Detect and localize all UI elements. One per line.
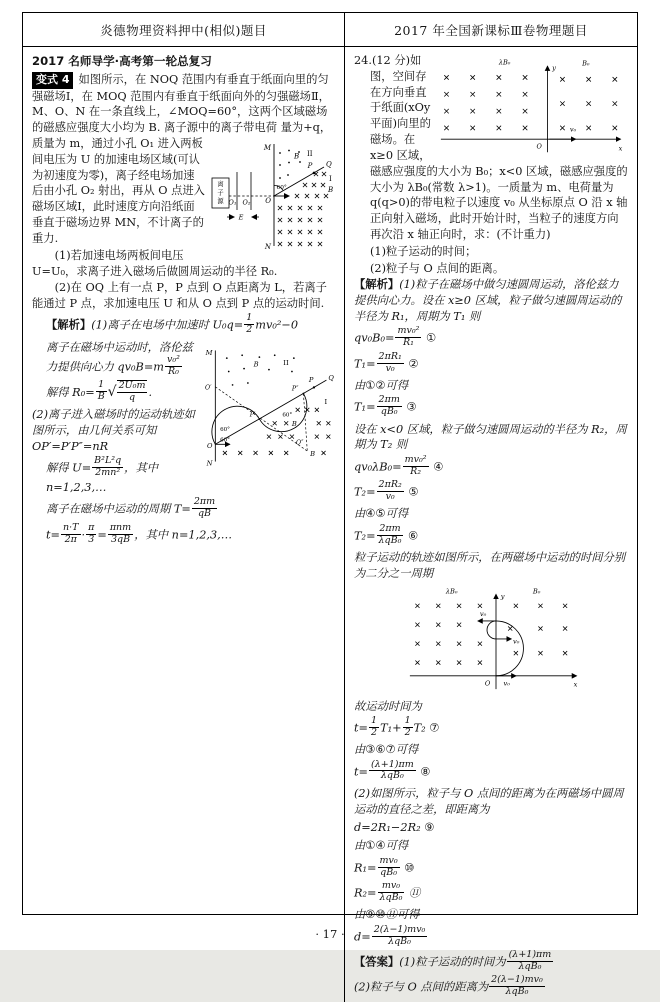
label-O-prime: O′ [204, 384, 212, 392]
numerator: 2πR₁ [378, 350, 402, 362]
label-v0: v₀ [569, 125, 577, 134]
denominator: λqB₀ [378, 534, 402, 546]
solution-r1 [354, 277, 629, 324]
denominator: 2 [371, 726, 378, 738]
label-O2: O₂ [242, 198, 251, 207]
denominator: v₀ [385, 491, 395, 503]
angle-label-2: 60° [220, 437, 230, 444]
denominator: 2π [64, 533, 77, 545]
numerator: (λ+1)πm [508, 948, 552, 960]
equation-number: ③ [402, 400, 417, 414]
label-region-I: I [324, 397, 328, 406]
eq-l6 [46, 498, 336, 521]
label-lambda-B0: λB₀ [498, 58, 511, 67]
equation-number: ④ [429, 460, 444, 474]
eq-1 [354, 327, 629, 350]
numerator: 1 [371, 714, 378, 726]
trajectory-small-semicircle [487, 621, 496, 639]
equation-number: ⑧ [416, 764, 431, 778]
label-P: P [307, 162, 313, 171]
x-axis-label: x [618, 144, 623, 153]
table-body-row [23, 47, 637, 1002]
header-right-title: 2017 年全国新课标Ⅲ卷物理题目 [394, 23, 588, 38]
solution-text: (1)粒子在磁场中做匀速圆周运动，洛伦兹力提供向心力。设在 x≥0 区域，粒子做匀速圆周运动的半径为 R₁，周期为 T₁ 则 [354, 278, 622, 323]
angle-label: 60° [276, 185, 287, 192]
solution-r16: (2)如图所示，粒子与 O 点间的距离为在两磁场中圆周运动的直径之差，即距离为 [354, 786, 624, 816]
label-O-dblprime: O″ [296, 439, 304, 447]
field-into-page-crosses [415, 603, 567, 664]
fraction [244, 313, 254, 336]
math-text: T₂ ⑦ [413, 721, 440, 735]
math-text: 离子在磁场中运动的周期 T= [46, 502, 191, 516]
label-B0: B₀ [582, 59, 590, 68]
math-text: 解得 R₀= [46, 385, 95, 399]
math-text: qv₀B₀= [354, 331, 395, 345]
math-text: R₂= [354, 886, 377, 900]
numerator: v₀² [167, 353, 180, 365]
ion-source-label-2: 子 [217, 189, 224, 197]
analysis-tag: 【解析】 [46, 317, 92, 332]
question-2: (2)在 OQ 上有一点 P，P 点到 O 点距离为 L，若离子能通过 P 点，求加速电压 U 和从 O 点到 P 点的运动时间. [32, 281, 327, 311]
point-P-prime [258, 418, 260, 420]
point-P-dblprime [302, 392, 304, 394]
figure-trajectory-container [406, 585, 629, 696]
equation-number: ② [404, 357, 419, 371]
problem-variant [32, 72, 336, 252]
math-text: mv₀²−0 [255, 318, 299, 332]
label-P-prime: P′ [249, 411, 256, 419]
eq-4 [354, 453, 629, 479]
analysis-tag: 【解析】 [354, 277, 400, 292]
label-v0-bottom: v₀ [503, 679, 510, 688]
denominator: 2mn² [95, 467, 121, 479]
left-column [23, 47, 345, 1002]
boundary-OQ [274, 167, 324, 196]
label-Q: Q [328, 373, 334, 382]
angle-label-3: 60° [282, 412, 293, 419]
equation-number: ⑪ [405, 886, 421, 900]
origin-label: O [484, 679, 491, 688]
answer-2 [354, 976, 629, 999]
label-O: O [265, 197, 271, 206]
label-P: P [308, 375, 314, 384]
equation-number: ① [422, 331, 437, 345]
answer-1 [354, 948, 629, 974]
page-number: · 17 · [315, 927, 345, 941]
eq-9: d=2R₁−2R₂ ⑨ [354, 821, 435, 834]
label-v0-mid: v₀ [513, 637, 520, 646]
variant-badge: 变式 4 [32, 72, 73, 88]
field-into-page-crosses [444, 75, 617, 130]
label-N: N [206, 459, 213, 468]
label-Q: Q [326, 160, 332, 169]
solution-r21: 由⑨⑩⑪可得 [354, 908, 420, 922]
numerator: B²L²q [94, 455, 122, 467]
numerator: mv₀² [397, 325, 420, 337]
problem-24 [354, 53, 629, 243]
label-O: O [206, 441, 213, 450]
fraction [108, 523, 133, 546]
numerator: (λ+1)πm [371, 758, 414, 770]
numerator: 2πm [377, 524, 404, 536]
solution-r14: 由③⑥⑦可得 [354, 743, 419, 757]
math-text: 离子在磁场中运动时，洛伦兹力提供向心力 qv₀B=m [46, 340, 193, 374]
math-text: t= [46, 528, 61, 542]
math-text: T₂= [354, 485, 376, 499]
numerator: 1 [96, 380, 107, 392]
label-B-top: B [294, 152, 300, 161]
label-region-II: II [283, 358, 289, 367]
equation-number: ⑥ [404, 529, 419, 543]
solution-r4: 由①②可得 [354, 379, 409, 392]
equation-number: ⑤ [404, 485, 419, 499]
equation-number: ⑩ [400, 861, 415, 875]
figure-ion-source-field [210, 138, 336, 252]
origin-label: O [536, 142, 542, 151]
fraction-under-radical [117, 380, 148, 404]
math-text: T₁= [354, 357, 376, 371]
fraction [192, 497, 217, 520]
math-text: R₁= [354, 861, 377, 875]
label-B0: B₀ [532, 587, 541, 596]
ion-source-label-1: 离 [217, 181, 224, 189]
math-text: d= [354, 930, 371, 944]
numerator: mv₀ [378, 881, 405, 893]
ion-source-label-3: 源 [217, 198, 224, 206]
denominator: λqB₀ [388, 935, 411, 947]
math-text: T₁= [354, 400, 376, 414]
numerator: πnm [109, 521, 132, 533]
numerator: 2U₀m [118, 379, 146, 391]
series-title: 2017 名师导学·高考第一轮总复习 [32, 54, 212, 68]
fraction [378, 881, 405, 904]
fraction [165, 355, 182, 378]
eq-10 [354, 854, 629, 880]
solution-r9: 由④⑤可得 [354, 507, 409, 521]
numerator: 2πm [378, 394, 400, 406]
math-text: T₂= [354, 529, 376, 543]
label-P-dblprime: P″ [291, 385, 299, 393]
problem-text-2: 量为+q，质量为 m，通过小孔 O₁ 进入两板间电压为 U 的加速电场区域(可认为初速度为零)，离子经电场加速后由小孔 O₂ 射出，再从 O 点进入磁场区域Ⅰ，此时速度方向沿纸面垂直于磁场边界 MN，不计离子的重力. [32, 121, 332, 245]
label-region-I: I [329, 175, 332, 184]
eq-2 [354, 350, 629, 376]
solution-text-l4: (2)离子进入磁场时的运动轨迹如图所示，由几何关系可知 OP′=P′P″=nR [32, 408, 195, 453]
fraction [96, 380, 107, 403]
math-text: (1)离子在电场中加速时 U₀q= [91, 318, 244, 332]
fraction [92, 456, 123, 479]
label-B-bottom: B [310, 449, 316, 458]
label-M: M [205, 349, 213, 358]
eq-l1 [46, 314, 336, 337]
answer-text: (2)粒子与 O 点间的距离为 [354, 980, 489, 994]
fraction [395, 326, 421, 349]
numerator: 2πR₂ [378, 479, 402, 491]
eq-5 [354, 481, 629, 504]
label-lambda-B0: λB₀ [445, 587, 458, 596]
label-B-right: B [328, 186, 334, 195]
denominator: q [128, 391, 136, 403]
numerator: 1 [404, 714, 411, 726]
eq-11 [354, 879, 629, 905]
math-text: T₁+ [380, 721, 402, 735]
question-2: (2)粒子与 O 点间的距离。 [370, 261, 505, 275]
label-O1: O₁ [228, 198, 237, 207]
figure-problem-field-regions [437, 55, 629, 156]
math-text: 解得 U= [46, 461, 92, 475]
denominator: λqB₀ [505, 986, 529, 998]
fraction [378, 856, 400, 879]
y-axis-label: y [500, 592, 505, 600]
denominator: qB₀ [380, 406, 398, 418]
fraction [61, 523, 80, 546]
label-N: N [264, 243, 271, 252]
denominator: qB [197, 508, 212, 520]
x-axis-label: x [573, 680, 578, 689]
denominator: λqB₀ [379, 891, 403, 903]
label-v0-top: v₀ [479, 609, 487, 618]
label-E: E [238, 213, 244, 222]
point-P [313, 386, 315, 388]
numerator: 2(λ−1)mv₀ [491, 974, 543, 986]
numerator: π [88, 521, 95, 533]
denominator: 3qB [110, 533, 131, 545]
label-B-mid: B [291, 419, 297, 428]
answer-text: (1)粒子运动的时间为 [399, 955, 506, 969]
fraction [377, 524, 404, 547]
label-region-II: II [307, 150, 313, 159]
numerator: n·T [63, 521, 79, 533]
fraction [377, 395, 402, 418]
denominator: λqB₀ [518, 960, 542, 972]
denominator: R₂ [410, 465, 422, 477]
numerator: 2πm [193, 496, 216, 508]
label-B-top: B [253, 360, 259, 369]
field-into-page-crosses [278, 172, 328, 246]
denominator: 2 [404, 726, 411, 738]
label-M: M [263, 144, 271, 153]
math-text: t= [354, 764, 369, 778]
math-text: · [81, 528, 86, 542]
fraction [403, 455, 429, 478]
solution-r18: 由①④可得 [354, 839, 409, 853]
fraction [369, 760, 416, 783]
problem-text-1: 如图所示，在 NOQ 范围内有垂直于纸面向里的匀强磁场Ⅰ，在 MOQ 范围内有垂直于纸面向外的匀强磁场Ⅱ，M、O、N 在一条直线上，∠MOQ=60°，这两个区域磁场的磁感应强度大小均为 B. 离子源中的离子带电荷 [32, 73, 330, 135]
table-header-row [23, 13, 637, 47]
right-column [345, 47, 637, 1002]
solution-r12: 故运动时间为 [354, 699, 422, 713]
solution-r6: 设在 x<0 区域，粒子做匀速圆周运动的半径为 R₂，周期为 T₂ 则 [354, 422, 627, 452]
denominator: λqB₀ [380, 770, 404, 782]
fraction [377, 480, 404, 503]
eq-3 [354, 396, 629, 419]
y-axis-label: y [552, 63, 556, 72]
fraction [377, 352, 404, 375]
problem-24-text: 24.(12 分)如图，空间存在方向垂直于纸面(xOy 平面)向里的磁场。在 x≥0 区域，磁感应强度的大小为 B₀；x<0 区域，磁感应强度的大小为 λB₀(常数 λ>1)。一质量为 m、电荷量为 q(q>0)的带电粒子以速度 v₀ 从坐标原点 O 沿 x 轴正向射入磁场，此时开始计时，当粒子的速度方向再次沿 x 轴正向时，求：(不计重力) [354, 54, 628, 241]
eq-8 [354, 758, 629, 784]
math-text: = [97, 528, 107, 542]
question-1: (1)若加速电场两板间电压 U=U₀，求离子进入磁场后做圆周运动的半径 R₀. [32, 248, 278, 278]
math-text: t= [354, 721, 369, 735]
denominator: qB₀ [380, 866, 398, 878]
numerator: mv₀² [404, 453, 427, 465]
math-text: qv₀λB₀= [354, 460, 402, 474]
question-1: (1)粒子运动的时间； [370, 244, 477, 258]
math-text: . [148, 385, 153, 399]
eq-7 [354, 714, 629, 740]
denominator: R₁ [402, 337, 414, 349]
denominator: 2 [246, 324, 253, 336]
radical-sign: √ [107, 384, 117, 401]
answer-tag: 【答案】 [354, 954, 400, 969]
header-left-title: 炎德物理资料押中(相似)题目 [23, 13, 345, 46]
math-text: ，其中 n=1,2,3,… [46, 461, 159, 495]
numerator: mv₀ [379, 854, 398, 866]
denominator: B [97, 391, 105, 403]
denominator: R₀ [168, 365, 179, 377]
numerator: 1 [246, 312, 253, 324]
eq-6 [354, 522, 629, 548]
solution-r11: 粒子运动的轨迹如图所示，在两磁场中运动的时间分别为二分之一周期 [354, 551, 626, 580]
fraction [489, 975, 545, 998]
fraction [403, 716, 413, 739]
angle-label-1: 60° [220, 426, 230, 433]
denominator: 3 [88, 533, 95, 545]
fraction [369, 716, 379, 739]
eq-l7 [46, 521, 336, 547]
math-text: ，其中 n=1,2,3,… [134, 528, 233, 542]
figure-trajectory-construction [200, 342, 336, 470]
fraction [507, 950, 554, 973]
fraction [86, 523, 96, 546]
figure-particle-trajectory [406, 585, 586, 691]
denominator: v₀ [385, 362, 395, 374]
numerator: 2(λ−1)mv₀ [373, 923, 426, 935]
